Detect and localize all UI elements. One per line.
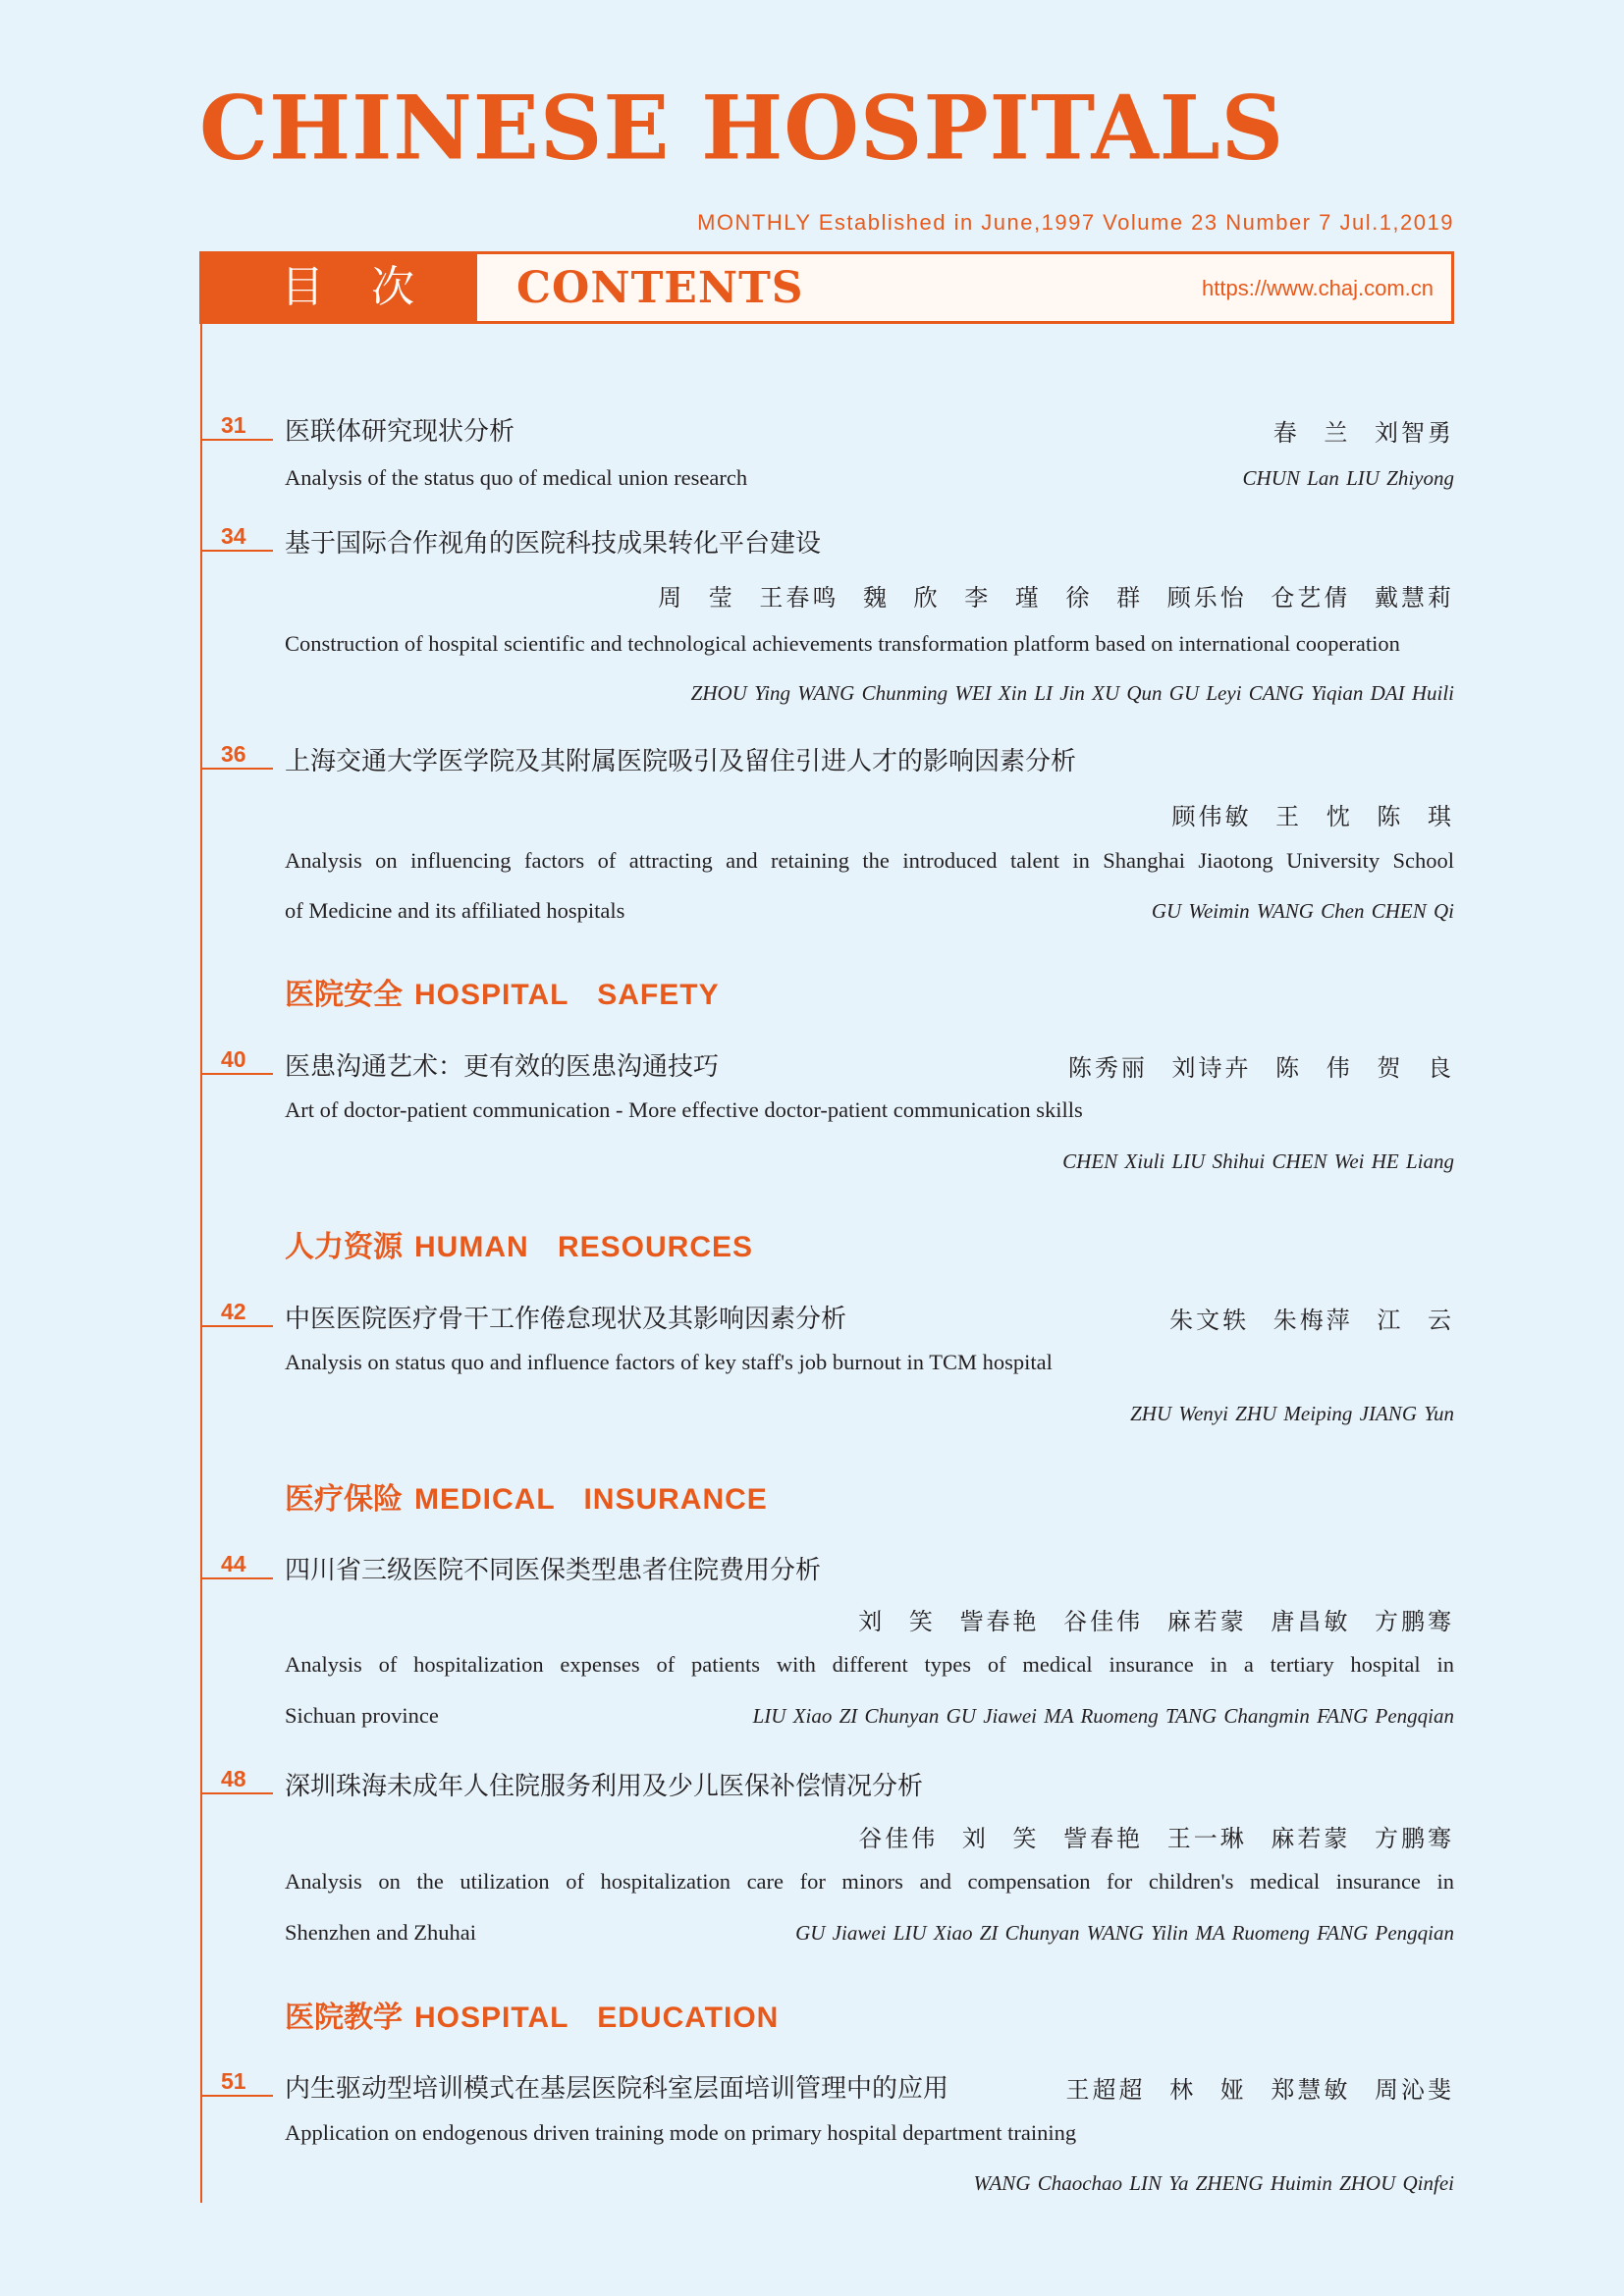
section-en: MEDICAL INSURANCE: [414, 1483, 768, 1516]
page-number[interactable]: 51: [221, 2068, 246, 2094]
journal-url[interactable]: https://www.chaj.com.cn: [1202, 276, 1434, 300]
article-title-cn[interactable]: 医患沟通艺术：更有效的医患沟通技巧: [285, 1052, 720, 1082]
section-heading: [285, 1474, 768, 1518]
contents-en: CONTENTS: [516, 263, 804, 313]
article-authors-en: ZHU Wenyi ZHU Meiping JIANG Yun: [1130, 1402, 1454, 1425]
page-number[interactable]: 40: [221, 1046, 246, 1072]
section-cn: 医院教学: [285, 2001, 403, 2035]
masthead-info: MONTHLY Established in June,1997 Volume 23 Number 7 Jul.1,2019: [697, 210, 1454, 235]
page-tick: [200, 439, 273, 441]
article-authors-en: WANG Chaochao LIN Ya ZHENG Huimin ZHOU Qinfei: [973, 2171, 1454, 2195]
article-title-en-line1[interactable]: Analysis on influencing factors of attracting and retaining the introduced talent in Shanghai Jiaotong University School: [285, 848, 1454, 873]
article-authors-cn: 朱文轶 朱梅萍 江 云: [1169, 1307, 1454, 1334]
journal-title: CHINESE HOSPITALS: [199, 75, 1285, 181]
page-tick: [200, 1073, 273, 1075]
page-number[interactable]: 48: [221, 1766, 246, 1791]
article-authors-cn: 周 莹 王春鸣 魏 欣 李 瑾 徐 群 顾乐怡 仓艺倩 戴慧莉: [658, 584, 1454, 612]
page-number[interactable]: 31: [221, 412, 246, 438]
page-number[interactable]: 36: [221, 741, 246, 767]
article-authors-cn: 刘 笑 訾春艳 谷佳伟 麻若蒙 唐昌敏 方鹏骞: [858, 1608, 1454, 1635]
page-number[interactable]: 44: [221, 1551, 246, 1576]
article-authors-cn: 春 兰 刘智勇: [1272, 419, 1454, 447]
page-tick: [200, 2095, 273, 2097]
article-authors-en: CHUN Lan LIU Zhiyong: [1242, 466, 1454, 490]
section-heading: [285, 1993, 779, 2036]
page-tick: [200, 1325, 273, 1327]
contents-cn: 目次: [281, 262, 461, 312]
article-authors-en: GU Weimin WANG Chen CHEN Qi: [1151, 899, 1454, 923]
page-number[interactable]: 34: [221, 523, 246, 549]
section-cn: 人力资源: [285, 1230, 403, 1264]
section-cn: 医疗保险: [285, 1482, 403, 1517]
article-authors-en: CHEN Xiuli LIU Shihui CHEN Wei HE Liang: [1062, 1149, 1454, 1173]
article-title-cn[interactable]: 深圳珠海未成年人住院服务利用及少儿医保补偿情况分析: [285, 1772, 924, 1801]
article-authors-en: LIU Xiao ZI Chunyan GU Jiawei MA Ruomeng TANG Changmin FANG Pengqian: [752, 1704, 1454, 1728]
article-title-en[interactable]: Construction of hospital scientific and technological achievements transformation platform based on international cooperation: [285, 631, 1400, 656]
section-en: HOSPITAL SAFETY: [414, 979, 720, 1011]
article-authors-en: ZHOU Ying WANG Chunming WEI Xin LI Jin XU Qun GU Leyi CANG Yiqian DAI Huili: [690, 681, 1454, 705]
article-title-en[interactable]: Art of doctor-patient communication - More effective doctor-patient communication skills: [285, 1097, 1083, 1122]
article-title-en[interactable]: Analysis on status quo and influence factors of key staff's job burnout in TCM hospital: [285, 1350, 1053, 1374]
article-title-en-line1[interactable]: Analysis of hospitalization expenses of patients with different types of medical insurance in a tertiary hospital in: [285, 1652, 1454, 1677]
section-en: HUMAN RESOURCES: [414, 1231, 754, 1263]
article-title-cn[interactable]: 基于国际合作视角的医院科技成果转化平台建设: [285, 529, 822, 559]
page-tick: [200, 1577, 273, 1579]
article-title-cn[interactable]: 内生驱动型培训模式在基层医院科室层面培训管理中的应用: [285, 2074, 949, 2104]
article-title-en-line2[interactable]: of Medicine and its affiliated hospitals: [285, 898, 625, 923]
page-tick: [200, 768, 273, 770]
article-title-en[interactable]: Application on endogenous driven training mode on primary hospital department training: [285, 2120, 1077, 2145]
section-en: HOSPITAL EDUCATION: [414, 2002, 780, 2034]
article-title-en-line2[interactable]: Shenzhen and Zhuhai: [285, 1920, 476, 1945]
page-tick: [200, 1792, 273, 1794]
section-heading: [285, 1222, 753, 1265]
article-title-en[interactable]: Analysis of the status quo of medical union research: [285, 465, 748, 490]
article-title-cn[interactable]: 医联体研究现状分析: [285, 417, 515, 447]
article-title-cn[interactable]: 中医医院医疗骨干工作倦怠现状及其影响因素分析: [285, 1305, 847, 1334]
article-title-cn[interactable]: 上海交通大学医学院及其附属医院吸引及留住引进人才的影响因素分析: [285, 747, 1077, 776]
article-authors-en: GU Jiawei LIU Xiao ZI Chunyan WANG Yilin MA Ruomeng FANG Pengqian: [795, 1921, 1454, 1945]
article-authors-cn: 谷佳伟 刘 笑 訾春艳 王一琳 麻若蒙 方鹏骞: [858, 1825, 1454, 1852]
toc-vertical-rule: [200, 324, 202, 2203]
article-authors-cn: 顾伟敏 王 忱 陈 琪: [1171, 803, 1454, 830]
section-heading: [285, 970, 720, 1013]
page-tick: [200, 550, 273, 552]
article-authors-cn: 王超超 林 娅 郑慧敏 周沁斐: [1065, 2076, 1454, 2104]
article-authors-cn: 陈秀丽 刘诗卉 陈 伟 贺 良: [1067, 1054, 1454, 1082]
section-cn: 医院安全: [285, 978, 403, 1012]
contents-banner: [199, 251, 1454, 324]
article-title-en-line2[interactable]: Sichuan province: [285, 1703, 439, 1728]
article-title-en-line1[interactable]: Analysis on the utilization of hospitalization care for minors and compensation for children's medical insurance in: [285, 1869, 1454, 1894]
page-number[interactable]: 42: [221, 1299, 246, 1324]
article-title-cn[interactable]: 四川省三级医院不同医保类型患者住院费用分析: [285, 1556, 822, 1585]
